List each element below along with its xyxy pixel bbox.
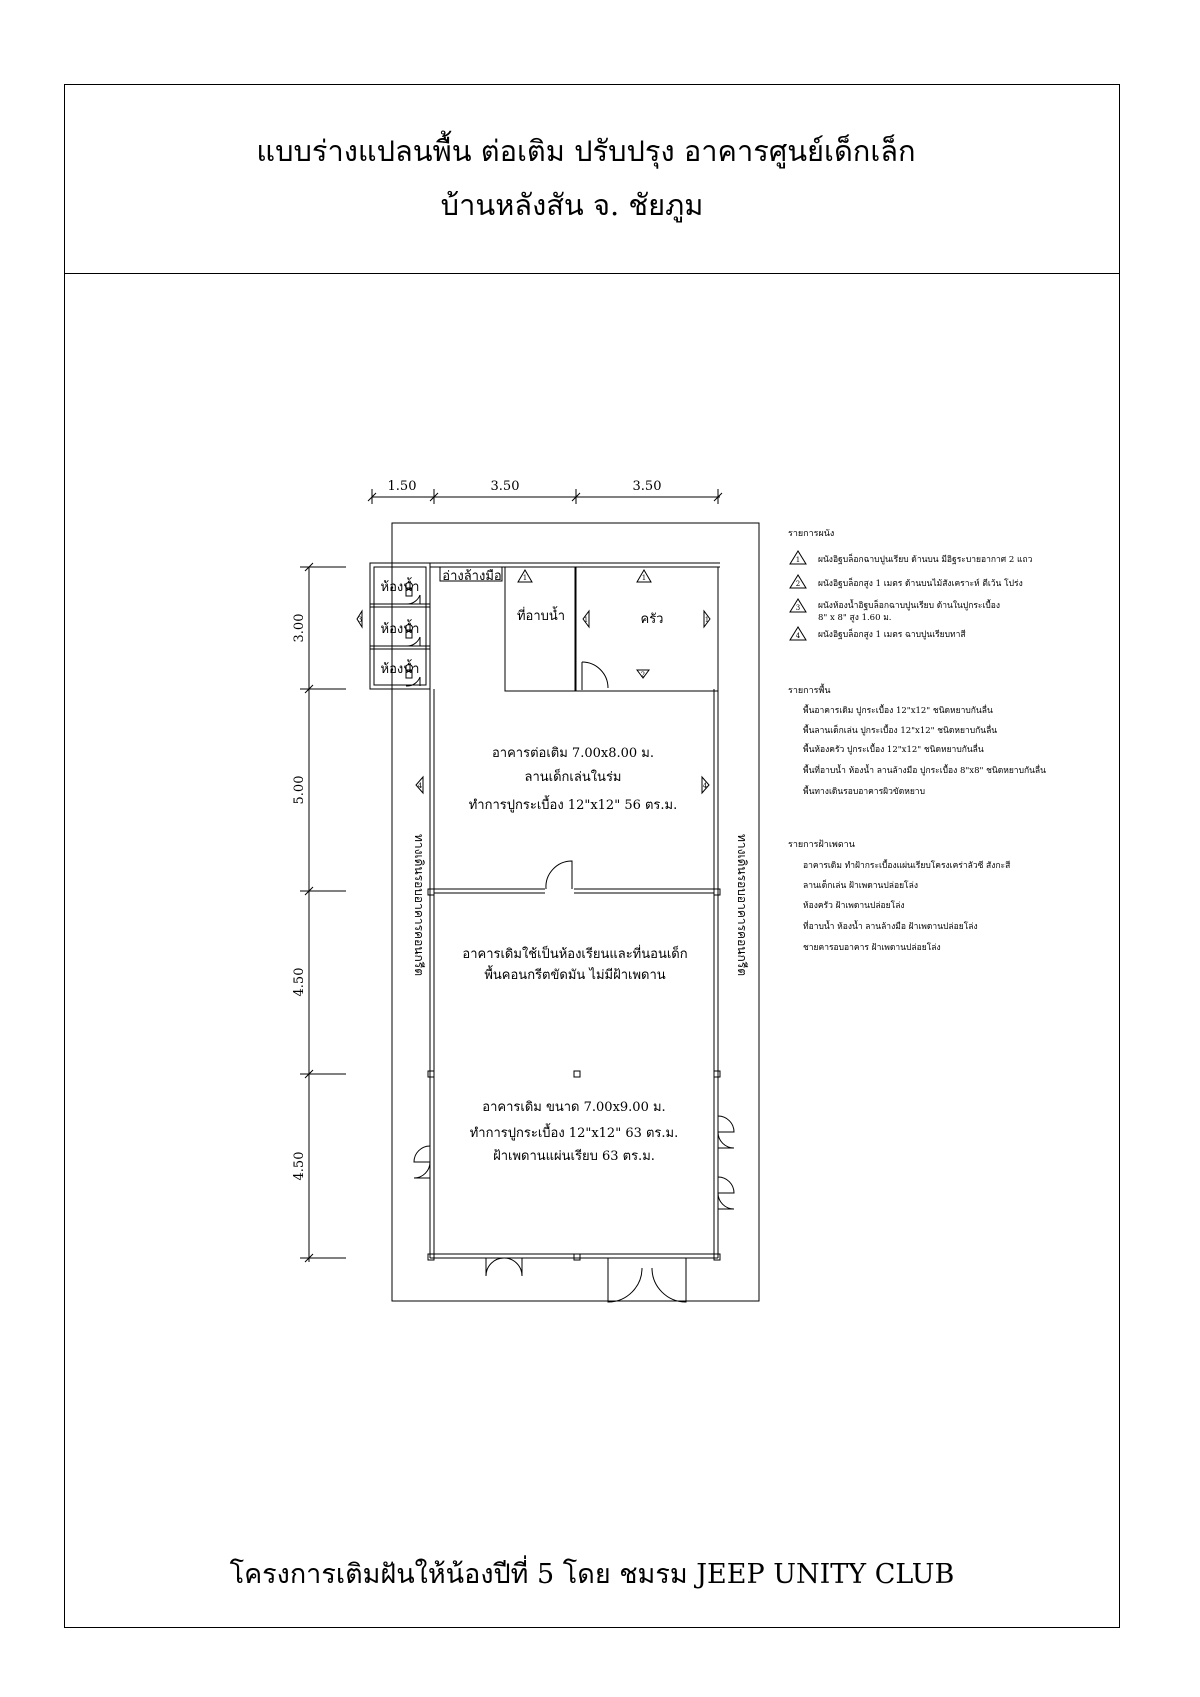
kitchen-label: ครัว — [640, 612, 664, 627]
dim-left-3: 4.50 — [292, 967, 307, 997]
classroom-line-2: พื้นคอนกรีตขัดมัน ไม่มีฝ้าเพดาน — [484, 968, 666, 983]
marker-kitchen-bottom: 2 — [640, 671, 646, 679]
walkway-right-label: ทางเดินรอบอาคารคอนกรีต — [735, 834, 749, 976]
bath-label-3: ห้องน้ำ — [380, 662, 420, 677]
dim-left-2: 5.00 — [292, 775, 307, 805]
main-door — [608, 1258, 642, 1302]
original-line-1: อาคารเดิม ขนาด 7.00x9.00 ม. — [482, 1100, 666, 1115]
ceiling-note-5: ชายคารอบอาคาร ฝ้าเพดานปล่อยโล่ง — [803, 943, 941, 953]
floor-note-4: พื้นที่อาบน้ำ ห้องน้ำ ลานล้างมือ ปูกระเบื้อง 8"x8" ชนิดหยาบกันลื่น — [803, 766, 1046, 776]
ceiling-note-1: อาคารเดิม ทำฝ้ากระเบื้องแผ่นเรียบโครงเคร่าลัวซี สังกะสี — [803, 861, 1011, 871]
shower-room-walls — [505, 567, 575, 691]
floor-note-2: พื้นลานเด็กเล่น ปูกระเบื้อง 12"x12" ชนิดหยาบกันลื่น — [803, 726, 998, 736]
shower-label: ที่อาบน้ำ — [516, 609, 566, 624]
marker-hall-right: 4 — [702, 782, 708, 790]
original-line-3: ฝ้าเพดานแผ่นเรียบ 63 ตร.ม. — [493, 1149, 655, 1164]
note-marker-2: 2 — [795, 580, 801, 588]
sink-label: อ่างล้างมือ — [442, 569, 502, 584]
ceiling-note-3: ห้องครัว ฝ้าเพดานปล่อยโล่ง — [803, 901, 905, 911]
note-marker-3: 3 — [795, 604, 801, 612]
dim-top-2: 3.50 — [490, 479, 520, 494]
left-window-1 — [414, 1146, 430, 1162]
marker-bathroom: 3 — [357, 616, 363, 624]
dim-left-1: 3.00 — [292, 613, 307, 643]
marker-hall-left: 4 — [417, 782, 423, 790]
wall-note-3a: ผนังห้องน้ำอิฐบล็อกฉาบปูนเรียบ ด้านในปูกระเบื้อง — [818, 601, 1001, 611]
floor-note-1: พื้นอาคารเดิม ปูกระเบื้อง 12"x12" ชนิดหยาบกันลื่น — [803, 706, 993, 716]
marker-kitchen-right: 1 — [704, 616, 710, 624]
floor-note-3: พื้นห้องครัว ปูกระเบื้อง 12"x12" ชนิดหยาบกันลื่น — [803, 745, 984, 755]
bath-label-1: ห้องน้ำ — [380, 580, 420, 595]
ceiling-note-4: ที่อาบน้ำ ห้องน้ำ ลานล้างมือ ฝ้าเพดานปล่อยโล่ง — [803, 922, 978, 932]
ceilings-heading: รายการฝ้าเพดาน — [788, 840, 855, 850]
center-column — [574, 1071, 580, 1077]
kitchen-door — [582, 662, 608, 688]
wall-note-1: ผนังอิฐบล็อกฉาบปูนเรียบ ด้านบน มีอิฐระบายอากาศ 2 แถว — [818, 555, 1033, 565]
wall-note-3b: 8" x 8" สูง 1.60 ม. — [818, 613, 892, 623]
marker-kitchen-top: 1 — [641, 574, 647, 582]
bath-label-2: ห้องน้ำ — [380, 622, 420, 637]
walkway-left-label: ทางเดินรอบอาคารคอนกรีต — [412, 834, 426, 976]
title-line-1: แบบร่างแปลนพื้น ต่อเติม ปรับปรุง อาคารศูนย์เด็กเล็ก — [256, 134, 916, 168]
extension-line-2: ลานเด็กเล่นในร่ม — [524, 770, 622, 785]
marker-kitchen-left: 1 — [583, 616, 589, 624]
right-window-1 — [718, 1116, 734, 1132]
classroom-line-1: อาคารเดิมใช้เป็นห้องเรียนและที่นอนเด็ก — [462, 947, 688, 962]
floor-note-5: พื้นทางเดินรอบอาคารผิวขัดหยาบ — [803, 787, 925, 797]
dim-top-3: 3.50 — [632, 479, 662, 494]
extension-line-3: ทำการปูกระเบื้อง 12"x12" 56 ตร.ม. — [468, 798, 678, 813]
original-line-2: ทำการปูกระเบื้อง 12"x12" 63 ตร.ม. — [469, 1126, 679, 1141]
wall-note-4: ผนังอิฐบล็อกสูง 1 เมตร ฉาบปูนเรียบทาสี — [818, 630, 966, 640]
note-marker-1: 1 — [795, 556, 801, 564]
ceiling-note-2: ลานเด็กเล่น ฝ้าเพดานปล่อยโล่ง — [803, 881, 918, 891]
title-line-2: บ้านหลังสัน จ. ชัยภูม — [440, 188, 704, 222]
marker-shower: 1 — [522, 574, 528, 582]
wall-note-2: ผนังอิฐบล็อกสูง 1 เมตร ด้านบนไม้สังเคราะห์ ตีเว้น โปร่ง — [818, 579, 1023, 589]
dim-left-4: 4.50 — [292, 1151, 307, 1181]
walls-heading: รายการผนัง — [788, 529, 835, 539]
note-marker-4: 4 — [795, 632, 801, 640]
floors-heading: รายการพื้น — [788, 686, 831, 696]
hall-door — [546, 861, 572, 889]
dim-top-1: 1.50 — [387, 479, 417, 494]
bottom-window — [486, 1258, 504, 1276]
right-window-2 — [718, 1177, 734, 1193]
extension-line-1: อาคารต่อเติม 7.00x8.00 ม. — [492, 746, 654, 761]
footer-project-text: โครงการเติมฝันให้น้องปีที่ 5 โดย ชมรม JEEP UNITY CLUB — [229, 1559, 955, 1590]
